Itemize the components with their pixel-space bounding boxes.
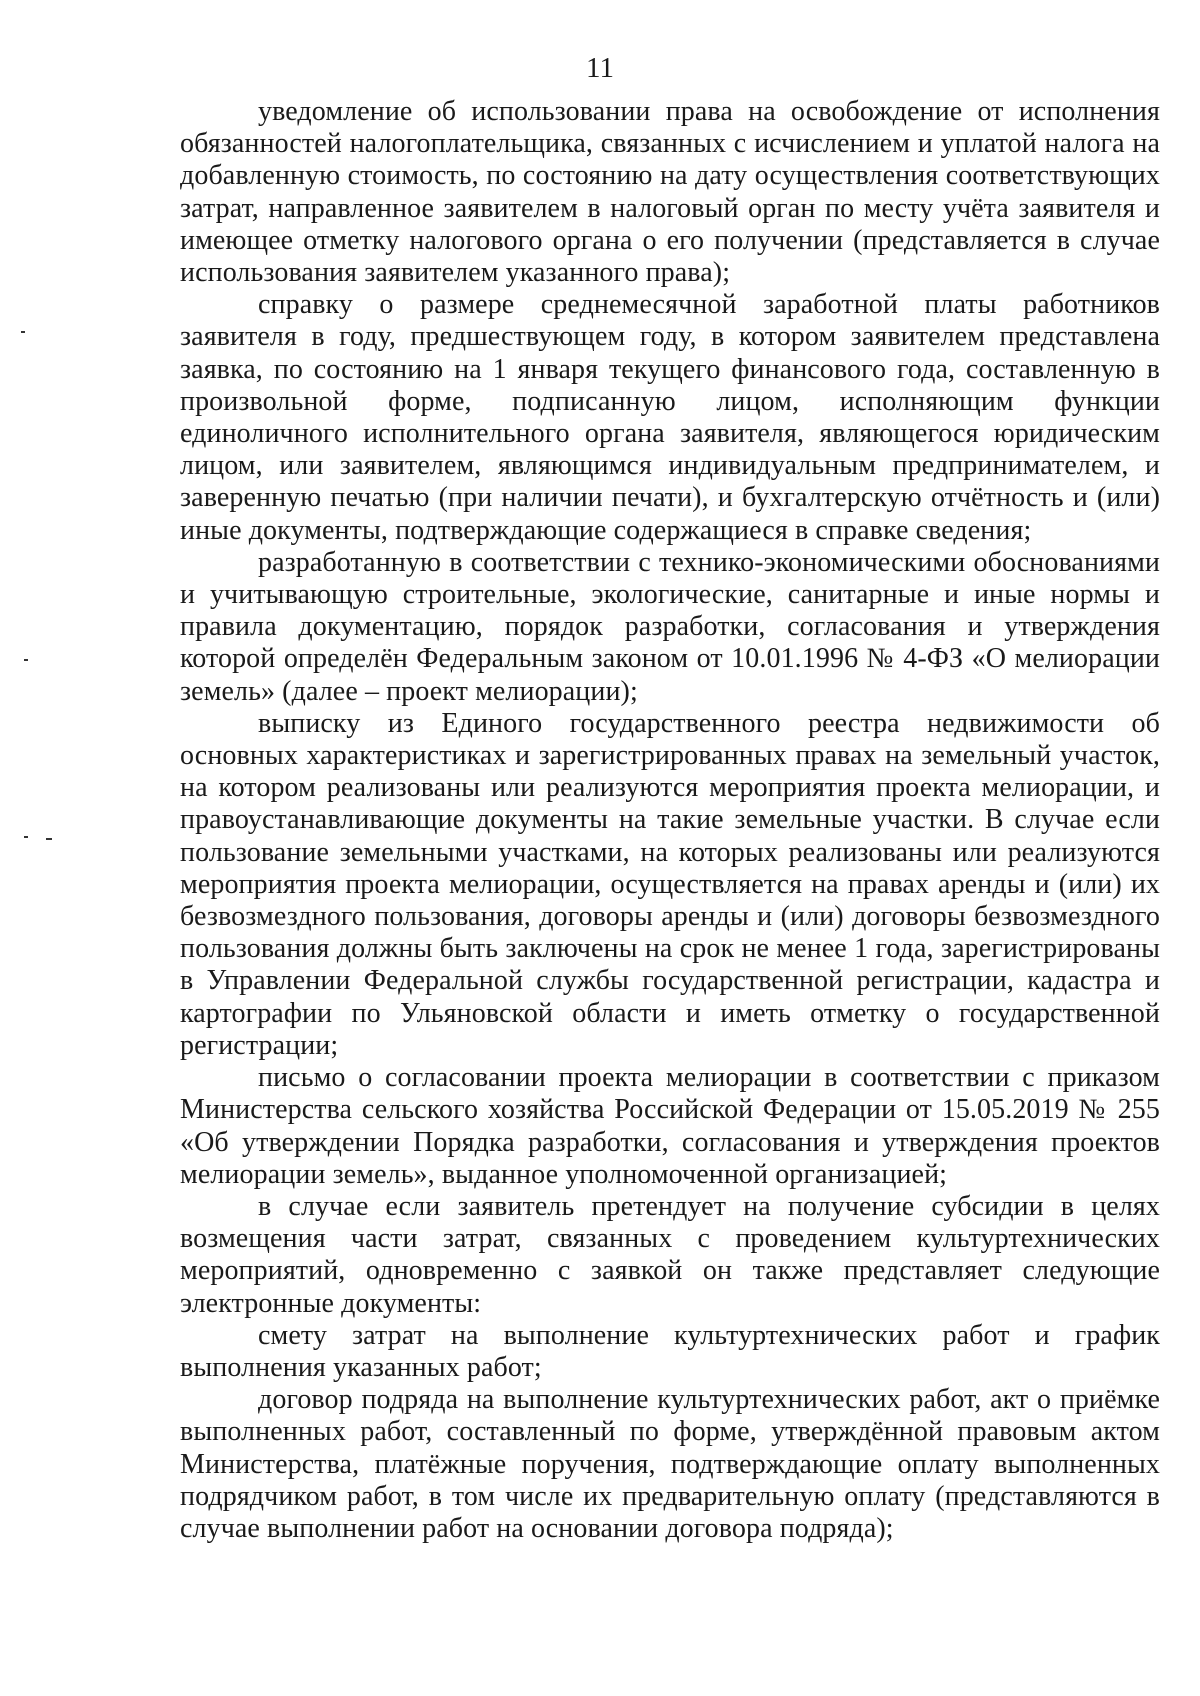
- scan-mark: [24, 659, 28, 661]
- document-body: [180, 96, 1160, 1545]
- paragraph-vat-exemption-notice: уведомление об использовании права на освобождение от исполнения обязанностей налогоплательщика, связанных с исчислением и уплатой налога на добавленную стоимость, по состоянию на дату осуществления соответствующих затрат, направленное заявителем в налоговый орган по месту учёта заявителя и имеющее отметку налогового органа о его получении (представляется в случае использования заявителем указанного права);: [180, 96, 1160, 289]
- paragraph-cultural-technical-subsidy: в случае если заявитель претендует на получение субсидии в целях возмещения части затрат, связанных с проведением культуртехнических мероприятий, одновременно с заявкой он также представляет следующие электронные документы:: [180, 1190, 1160, 1319]
- paragraph-registry-extract: выписку из Единого государственного реестра недвижимости об основных характеристиках и зарегистрированных правах на земельный участок, на котором реализованы или реализуются мероприятия проекта мелиорации, и правоустанавливающие документы на такие земельные участки. В случае если пользование земельными участками, на которых реализованы или реализуются мероприятия проекта мелиорации, осуществляется на правах аренды и (или) их безвозмездного пользования, договоры аренды и (или) договоры безвозмездного пользования должны быть заключены на срок не менее 1 года, зарегистрированы в Управлении Федеральной службы государственной регистрации, кадастра и картографии по Ульяновской области и иметь отметку о государственной регистрации;: [180, 707, 1160, 1061]
- paragraph-cost-estimate: смету затрат на выполнение культуртехнических работ и график выполнения указанных работ;: [180, 1319, 1160, 1383]
- scan-mark: [24, 836, 28, 838]
- scan-mark: [46, 838, 52, 840]
- paragraph-salary-certificate: справку о размере среднемесячной заработной платы работников заявителя в году, предшествующем году, в котором заявителем представлена заявка, по состоянию на 1 января текущего финансового года, составленную в произвольной форме, подписанную лицом, исполняющим функции единоличного исполнительного органа заявителя, являющегося юридическим лицом, или заявителем, являющимся индивидуальным предпринимателем, и заверенную печатью (при наличии печати), и бухгалтерскую отчётность и (или) иные документы, подтверждающие содержащиеся в справке сведения;: [180, 289, 1160, 546]
- paragraph-melioration-documentation: разработанную в соответствии с технико-экономическими обоснованиями и учитывающую строительные, экологические, санитарные и иные нормы и правила документацию, порядок разработки, согласования и утверждения которой определён Федеральным законом от 10.01.1996 № 4-ФЗ «О мелиорации земель» (далее – проект мелиорации);: [180, 546, 1160, 707]
- page-number: 11: [586, 52, 614, 84]
- paragraph-contract-documents: договор подряда на выполнение культуртехнических работ, акт о приёмке выполненных работ, составленный по форме, утверждённой правовым актом Министерства, платёжные поручения, подтверждающие оплату выполненных подрядчиком работ, в том числе их предварительную оплату (представляются в случае выполнении работ на основании договора подряда);: [180, 1384, 1160, 1544]
- paragraph-approval-letter: письмо о согласовании проекта мелиорации в соответствии с приказом Министерства сельского хозяйства Российской Федерации от 15.05.2019 № 255 «Об утверждении Порядка разработки, согласования и утверждения проектов мелиорации земель», выданное уполномоченной организацией;: [180, 1062, 1160, 1190]
- scan-mark: [21, 331, 25, 333]
